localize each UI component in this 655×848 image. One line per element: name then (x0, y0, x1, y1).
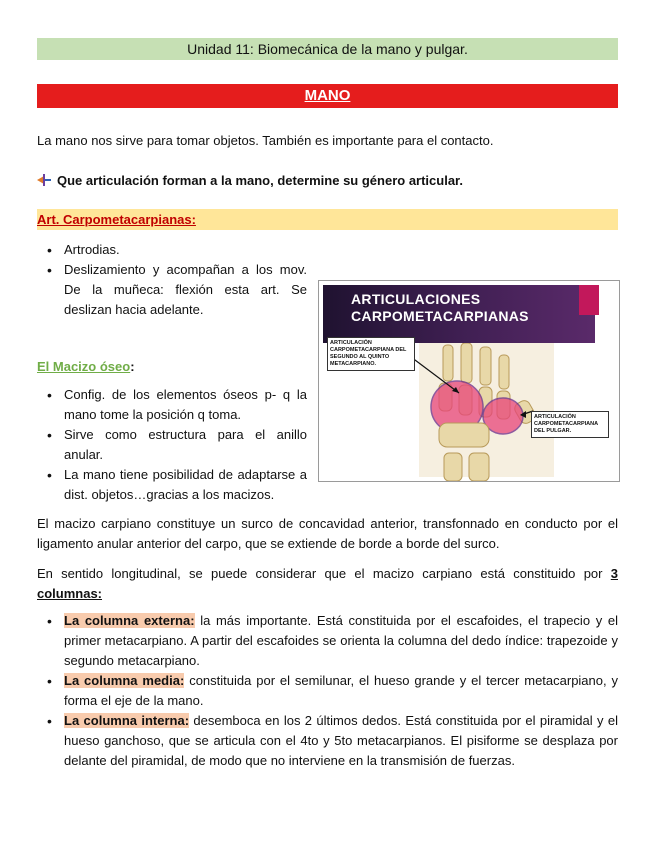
label-line: DEL PULGAR. (534, 428, 572, 434)
label-carpo-pulgar (531, 411, 609, 438)
figure-title (351, 291, 529, 325)
macizo-paragraph-text: El macizo carpiano constituye un surco de concavidad anterior, transfonnado en conducto por el ligamento anular anterior del carpo, que se extiende de borde a borde del surco. (37, 516, 618, 551)
column-text: la más importante. Está constituida por el escafoides, el trapecio y el primer metacarpiano. A partir del escafoides se orienta la columna del dedo índice: trapezoide y segundo metacarpiano. (64, 613, 618, 668)
unit-title (37, 38, 618, 60)
label-line: CARPOMETACARPIANA DEL (330, 347, 407, 353)
list-item-text: Config. de los elementos óseos p- q la mano tome la posición q toma. (64, 387, 307, 422)
unit-title-text: Unidad 11: Biomecánica de la mano y pulgar. (187, 41, 468, 57)
list-item (37, 711, 618, 771)
label-line: METACARPIANO. (330, 361, 377, 367)
list-item-text: Artrodias. (64, 242, 120, 257)
column-text: desemboca en los 2 últimos dedos. Está constituida por el piramidal y el hueso ganchoso, que se articula con el 4to y 5to metacarpianos. El pisiforme se desplaza por delante del piramidal, de modo que no interviene en la transmisión de fuerzas. (64, 713, 618, 768)
list-item (37, 611, 618, 671)
carpo-heading: Art. Carpometacarpianas: (37, 212, 196, 227)
figure-accent-square (579, 285, 599, 315)
figure-title-line1: ARTICULACIONES (351, 291, 481, 307)
carpo-heading-bar (37, 209, 618, 230)
macizo-paragraph (37, 514, 618, 554)
column-text: constituida por el semilunar, el hueso grande y el tercer metacarpiano, y forma el eje de la mano. (64, 673, 619, 708)
intro-paragraph (37, 131, 618, 151)
section-heading: MANO (304, 87, 351, 104)
list-item-text: Sirve como estructura para el anillo anular. (64, 427, 307, 462)
label-line: SEGUNDO AL QUINTO (330, 354, 390, 360)
macizo-list (37, 385, 307, 505)
list-item (37, 385, 307, 425)
figure-title-line2: CARPOMETACARPIANAS (351, 308, 529, 324)
column-label: La columna externa: (64, 613, 195, 628)
arrow-bullet-icon (37, 174, 51, 186)
list-item (37, 425, 307, 465)
column-label: La columna interna: (64, 713, 190, 728)
carpometacarpal-figure (318, 280, 620, 482)
list-item (37, 671, 618, 711)
longitudinal-text: En sentido longitudinal, se puede considerar que el macizo carpiano está constituido por (37, 566, 611, 581)
question-text: Que articulación forman a la mano, determine su género articular. (57, 173, 464, 188)
list-item-text: La mano tiene posibilidad de adaptarse a dist. objetos…gracias a los macizos. (64, 467, 307, 502)
question-line (37, 171, 618, 191)
longitudinal-paragraph (37, 564, 618, 604)
column-label: La columna media: (64, 673, 185, 688)
label-line: ARTICULACIÓN (534, 414, 576, 420)
section-heading-bar (37, 84, 618, 108)
label-carpo-2-5 (327, 337, 415, 371)
macizo-colon: : (130, 359, 135, 374)
list-item (37, 260, 307, 320)
carpo-list (37, 240, 307, 320)
figure-header (323, 285, 595, 343)
macizo-heading-line (37, 357, 135, 377)
intro-text: La mano nos sirve para tomar objetos. También es importante para el contacto. (37, 133, 494, 148)
columns-list (37, 611, 618, 771)
three-columns-label: 3 columnas: (37, 566, 618, 601)
list-item-text: Deslizamiento y acompañan a los mov. De la muñeca: flexión esta art. Se deslizan hacia adelante. (64, 262, 307, 317)
macizo-heading: El Macizo óseo (37, 359, 131, 374)
list-item (37, 465, 307, 505)
list-item (37, 240, 307, 260)
label-line: CARPOMETACARPIANA (534, 421, 599, 427)
label-line: ARTICULACIÓN (330, 340, 372, 346)
